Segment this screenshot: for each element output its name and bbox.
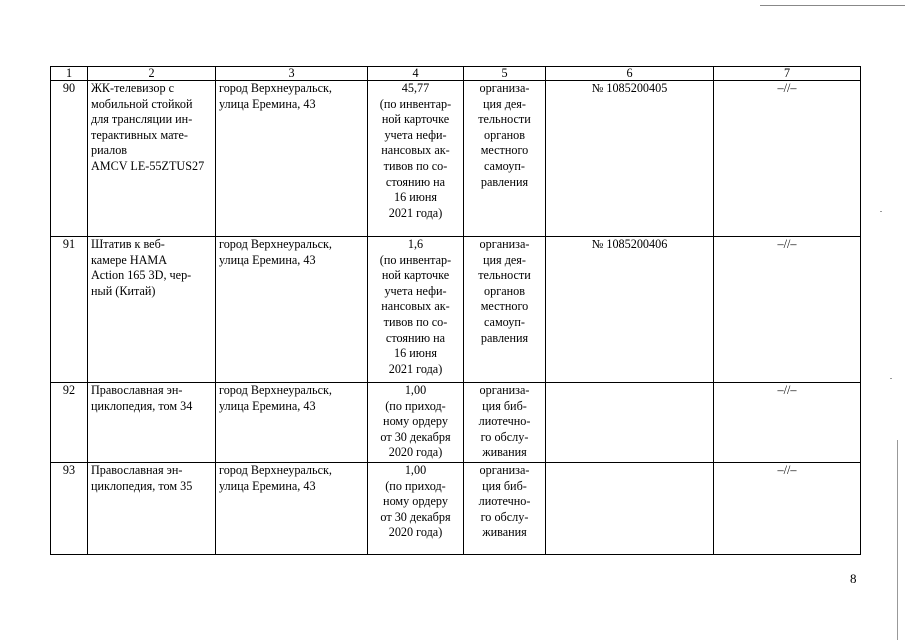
item-name: Православная эн- циклопедия, том 35 <box>88 463 216 555</box>
column-number-2: 2 <box>88 67 216 81</box>
item-purpose: организа- ция биб- лиотечно- го обслу- живания <box>464 463 546 555</box>
column-number-6: 6 <box>546 67 714 81</box>
scan-edge-line <box>760 5 905 6</box>
page-number: 8 <box>850 571 857 586</box>
item-value: 1,00 (по приход- ному ордеру от 30 декабря 2020 года) <box>368 463 464 555</box>
item-address: город Верхнеуральск, улица Еремина, 43 <box>216 237 368 383</box>
column-number-7: 7 <box>714 67 861 81</box>
scan-speck <box>880 211 882 212</box>
row-number: 90 <box>51 81 88 237</box>
row-number: 92 <box>51 383 88 463</box>
table-row <box>51 81 861 237</box>
inventory-number <box>546 383 714 463</box>
inventory-number: № 1085200405 <box>546 81 714 237</box>
column-number-1: 1 <box>51 67 88 81</box>
scan-edge-line-right <box>897 440 898 640</box>
item-name: ЖК-телевизор с мобильной стойкой для трансляции ин- терактивных мате- риалов AMCV LE-55ZTUS27 <box>88 81 216 237</box>
item-note: –//– <box>714 383 861 463</box>
item-value: 1,00 (по приход- ному ордеру от 30 декабря 2020 года) <box>368 383 464 463</box>
column-number-4: 4 <box>368 67 464 81</box>
item-address: город Верхнеуральск, улица Еремина, 43 <box>216 81 368 237</box>
item-purpose: организа- ция дея- тельности органов местного самоуп- равления <box>464 237 546 383</box>
table-row <box>51 463 861 555</box>
column-number-header-row <box>51 67 861 81</box>
item-value: 1,6 (по инвентар- ной карточке учета нефи- нансовых ак- тивов по со- стоянию на 16 июня 2021 года) <box>368 237 464 383</box>
item-value: 45,77 (по инвентар- ной карточке учета нефи- нансовых ак- тивов по со- стоянию на 16 июня 2021 года) <box>368 81 464 237</box>
row-number: 91 <box>51 237 88 383</box>
item-address: город Верхнеуральск, улица Еремина, 43 <box>216 463 368 555</box>
property-register-table <box>50 66 861 555</box>
item-note: –//– <box>714 237 861 383</box>
item-name: Православная эн- циклопедия, том 34 <box>88 383 216 463</box>
inventory-number <box>546 463 714 555</box>
row-number: 93 <box>51 463 88 555</box>
inventory-number: № 1085200406 <box>546 237 714 383</box>
scan-speck <box>890 378 892 379</box>
item-note: –//– <box>714 81 861 237</box>
item-purpose: организа- ция биб- лиотечно- го обслу- живания <box>464 383 546 463</box>
table-row <box>51 383 861 463</box>
item-note: –//– <box>714 463 861 555</box>
item-purpose: организа- ция дея- тельности органов местного самоуп- равления <box>464 81 546 237</box>
column-number-3: 3 <box>216 67 368 81</box>
table-row <box>51 237 861 383</box>
item-address: город Верхнеуральск, улица Еремина, 43 <box>216 383 368 463</box>
column-number-5: 5 <box>464 67 546 81</box>
item-name: Штатив к веб- камере HAMA Action 165 3D, чер- ный (Китай) <box>88 237 216 383</box>
